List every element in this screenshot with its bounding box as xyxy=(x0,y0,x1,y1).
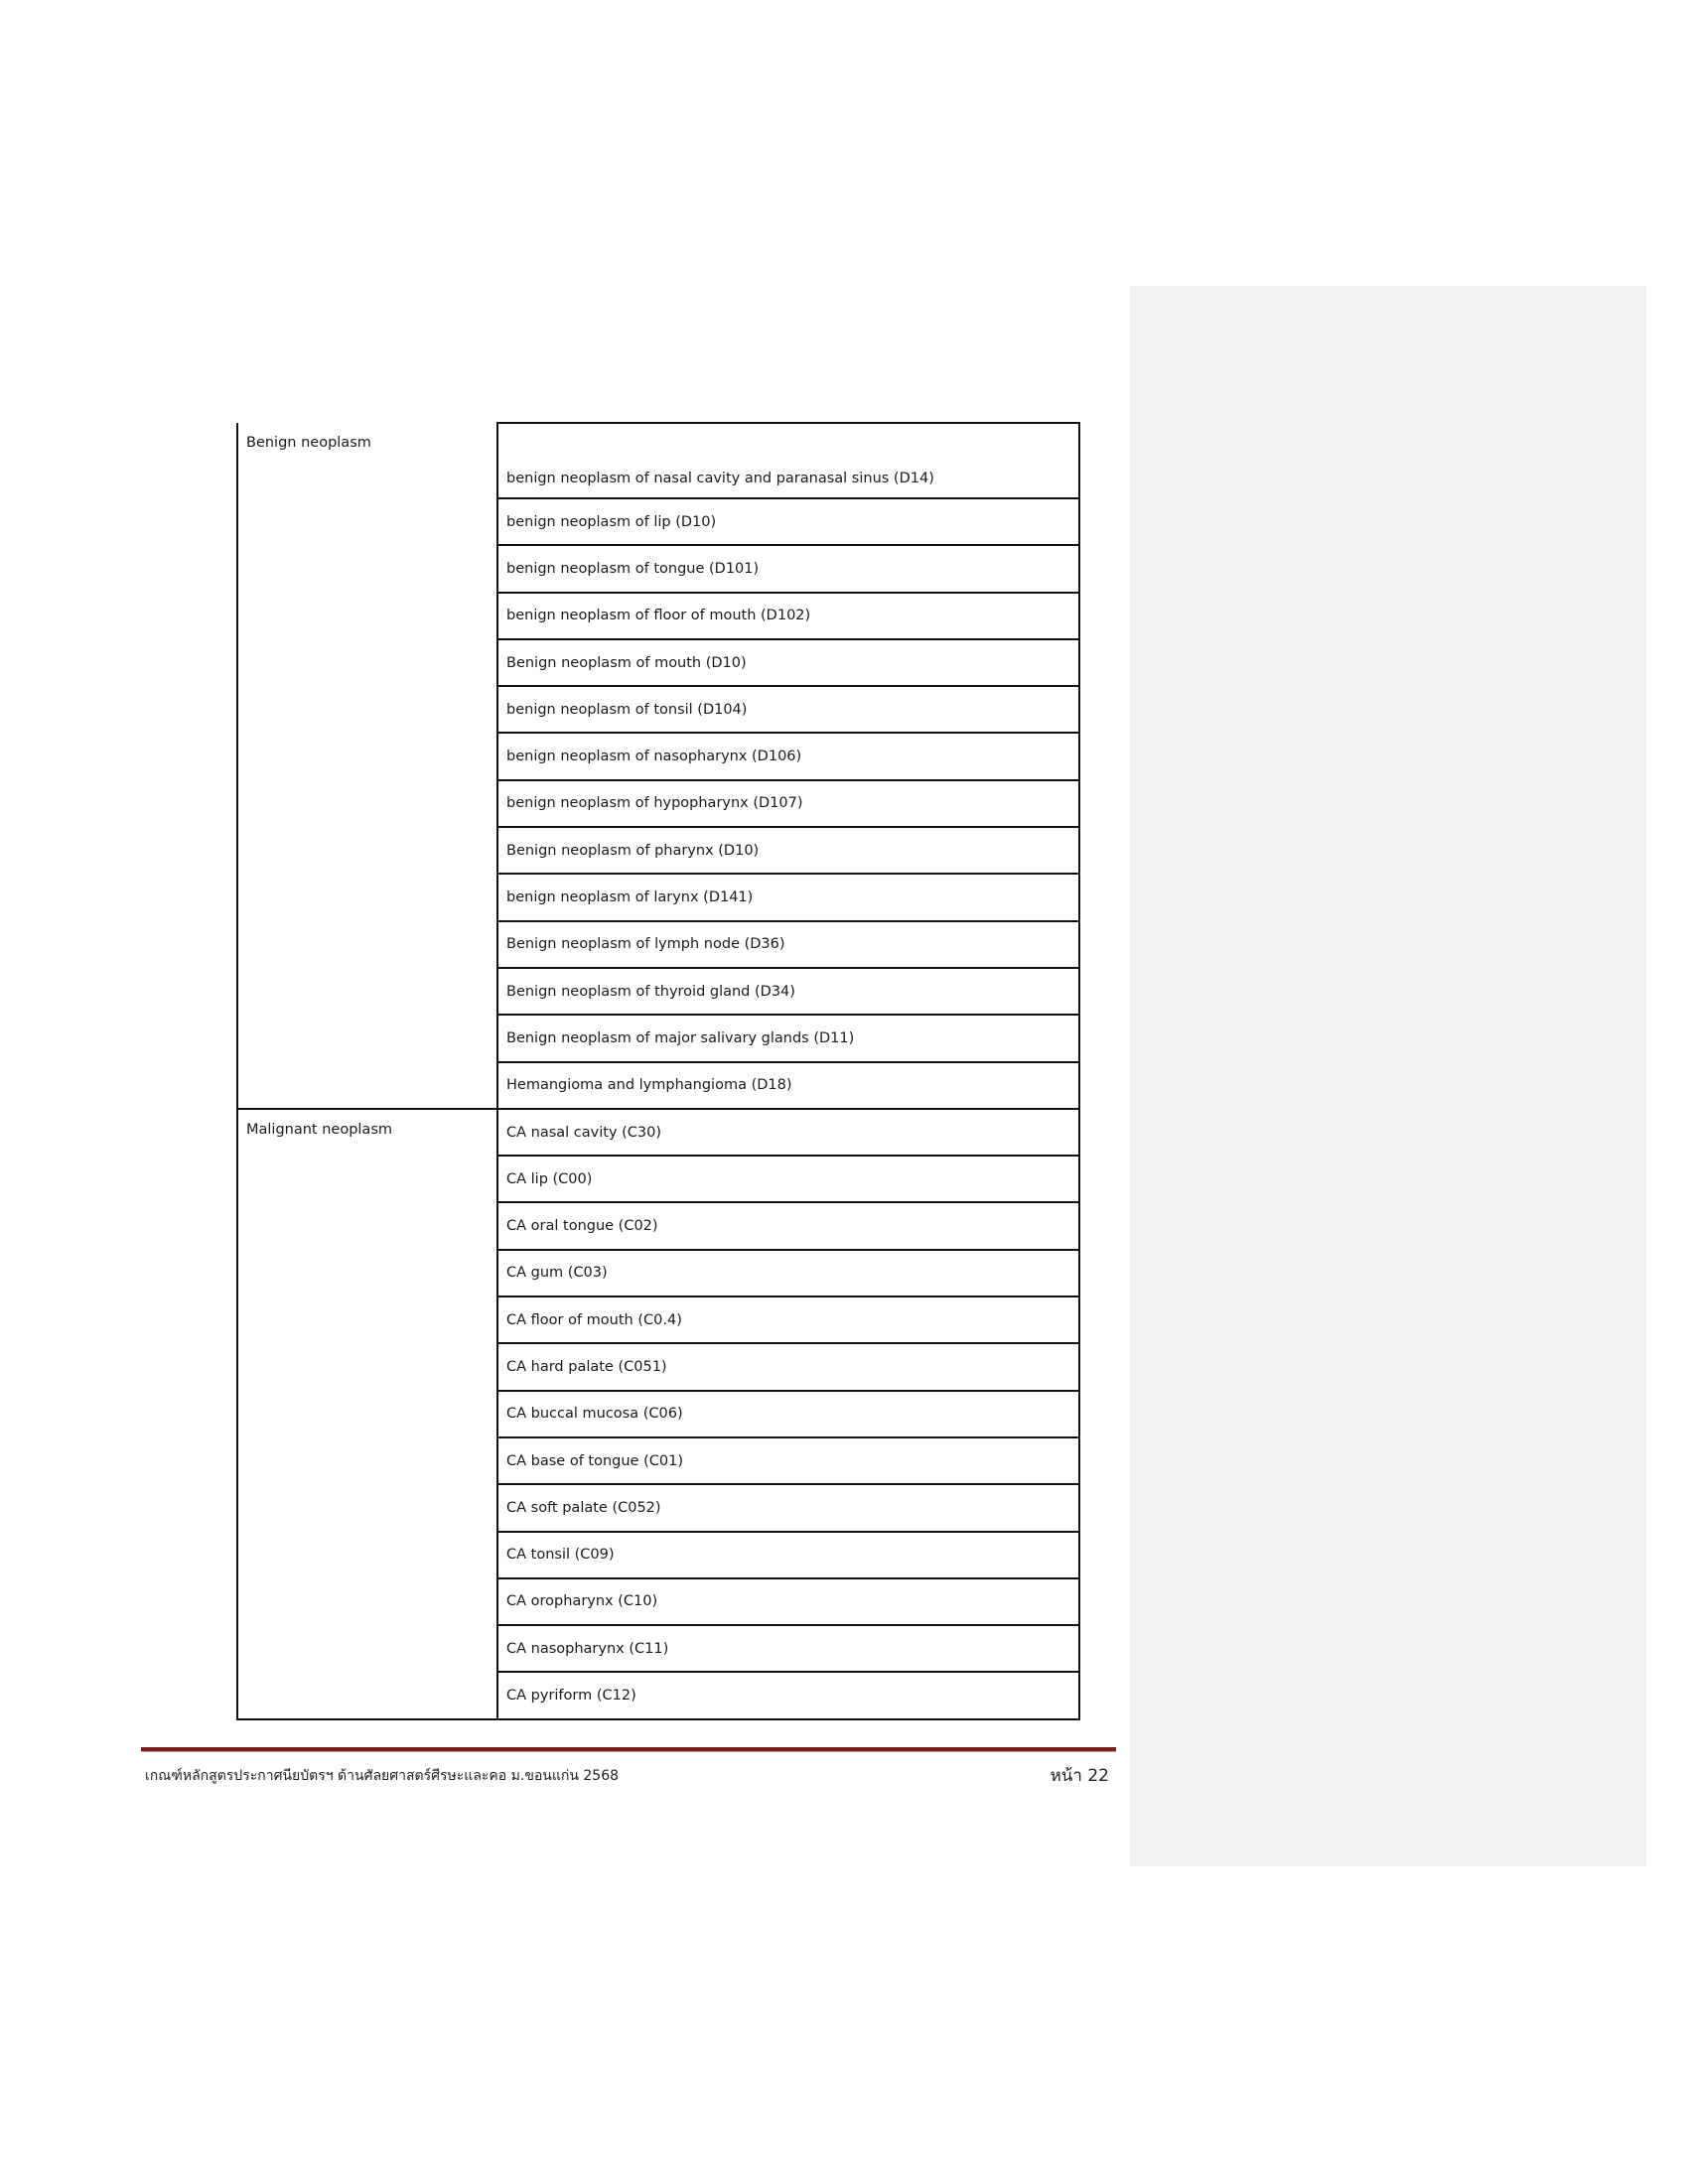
diagnosis-cell: benign neoplasm of larynx (D141) xyxy=(497,874,1079,920)
diagnosis-cell: benign neoplasm of floor of mouth (D102) xyxy=(497,593,1079,639)
diagnosis-cell: CA tonsil (C09) xyxy=(497,1532,1079,1578)
diagnosis-cell: CA floor of mouth (C0.4) xyxy=(497,1297,1079,1343)
diagnosis-cell: Benign neoplasm of lymph node (D36) xyxy=(497,921,1079,968)
diagnosis-cell: CA nasopharynx (C11) xyxy=(497,1625,1079,1672)
diagnosis-cell: Hemangioma and lymphangioma (D18) xyxy=(497,1062,1079,1109)
page-number: หน้า 22 xyxy=(1050,1766,1109,1786)
diagnosis-cell: CA oropharynx (C10) xyxy=(497,1578,1079,1625)
footer-title: เกณฑ์หลักสูตรประกาศนียบัตรฯ ด้านศัลยศาสตร์ศีรษะและคอ ม.ขอนแก่น 2568 xyxy=(145,1768,620,1784)
diagnosis-cell: CA soft palate (C052) xyxy=(497,1484,1079,1531)
diagnosis-cell: benign neoplasm of tonsil (D104) xyxy=(497,686,1079,733)
diagnosis-cell: Benign neoplasm of pharynx (D10) xyxy=(497,827,1079,874)
diagnosis-cell: CA hard palate (C051) xyxy=(497,1343,1079,1390)
diagnosis-cell: benign neoplasm of hypopharynx (D107) xyxy=(497,780,1079,827)
category-cell: Malignant neoplasm xyxy=(237,1109,497,1719)
diagnosis-cell: benign neoplasm of nasopharynx (D106) xyxy=(497,733,1079,779)
diagnosis-cell: CA nasal cavity (C30) xyxy=(497,1109,1079,1156)
diagnosis-cell: CA gum (C03) xyxy=(497,1250,1079,1297)
diagnosis-cell: Benign neoplasm of mouth (D10) xyxy=(497,639,1079,686)
footer-rule xyxy=(141,1747,1116,1752)
table-row xyxy=(237,423,1079,498)
diagnosis-table xyxy=(236,422,1080,1720)
diagnosis-cell: CA pyriform (C12) xyxy=(497,1672,1079,1718)
diagnosis-cell: CA buccal mucosa (C06) xyxy=(497,1391,1079,1437)
diagnosis-cell: benign neoplasm of nasal cavity and paranasal sinus (D14) xyxy=(497,423,1079,498)
diagnosis-cell: CA lip (C00) xyxy=(497,1156,1079,1202)
table-row xyxy=(237,1109,1079,1156)
diagnosis-cell: Benign neoplasm of major salivary glands (D11) xyxy=(497,1015,1079,1061)
diagnosis-cell: CA oral tongue (C02) xyxy=(497,1202,1079,1249)
comment-pane xyxy=(1130,286,1646,1866)
diagnosis-cell: CA base of tongue (C01) xyxy=(497,1437,1079,1484)
category-cell: Benign neoplasm xyxy=(237,423,497,1109)
diagnosis-table-body xyxy=(237,423,1079,1719)
diagnosis-cell: benign neoplasm of tongue (D101) xyxy=(497,545,1079,592)
diagnosis-cell: benign neoplasm of lip (D10) xyxy=(497,498,1079,545)
diagnosis-cell: Benign neoplasm of thyroid gland (D34) xyxy=(497,968,1079,1015)
